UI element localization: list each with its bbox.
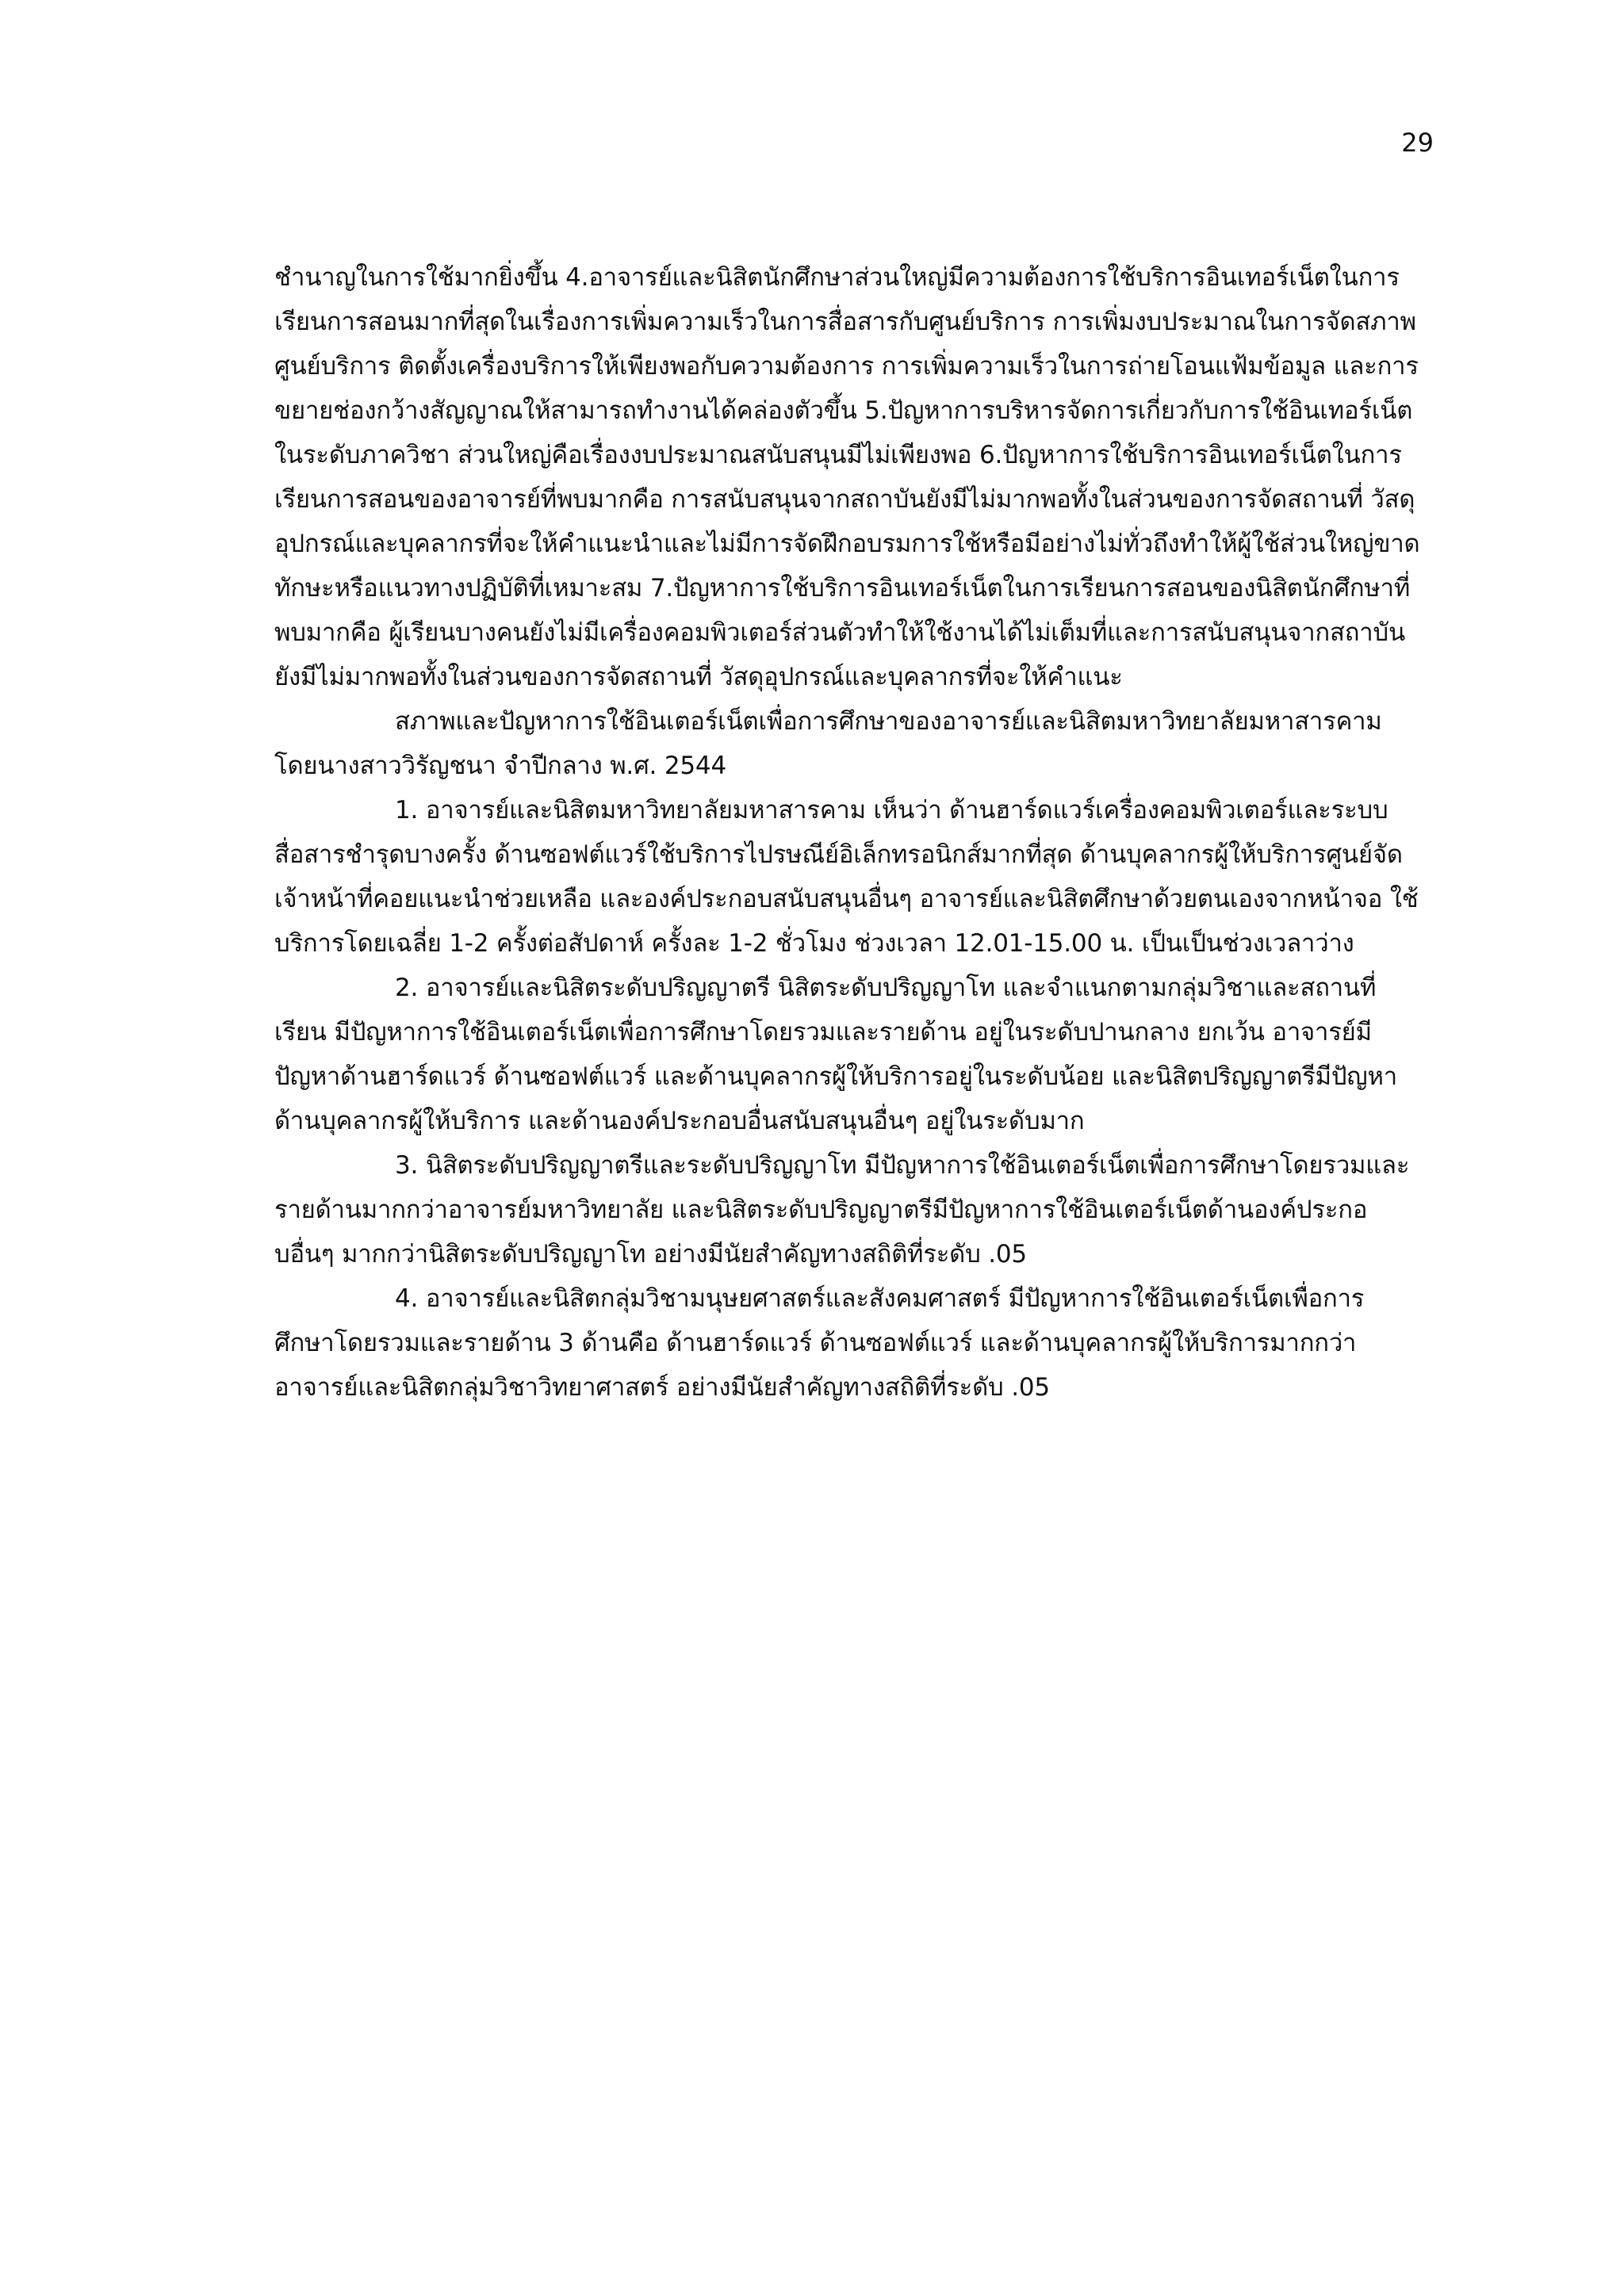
- paragraph-finding-4: 4. อาจารย์และนิสิตกลุ่มวิชามนุษยศาสตร์และสังคมศาสตร์ มีปัญหาการใช้อินเตอร์เน็ตเพื่อการศึกษาโดยรวมและรายด้าน 3 ด้านคือ ด้านฮาร์ดแวร์ ด้านซอฟต์แวร์ และด้านบุคลากรผู้ให้บริการมากกว่าอาจารย์และนิสิตกลุ่มวิชาวิทยาศาสตร์ อย่างมีนัยสำคัญทางสถิติที่ระดับ .05: [274, 1284, 1365, 1402]
- paragraph-finding-2: 2. อาจารย์และนิสิตระดับปริญญาตรี นิสิตระดับปริญญาโท และจำแนกตามกลุ่มวิชาและสถานที่เรียน มีปัญหาการใช้อินเตอร์เน็ตเพื่อการศึกษาโดยรวมและรายด้าน อยู่ในระดับปานกลาง ยกเว้น อาจารย์มีปัญหาด้านฮาร์ดแวร์ ด้านซอฟต์แวร์ และด้านบุคลากรผู้ให้บริการอยู่ในระดับน้อย และนิสิตปริญญาตรีมีปัญหาด้านบุคลากรผู้ให้บริการ และด้านองค์ประกอบอื่นสนับสนุนอื่นๆ อยู่ในระดับมาก: [274, 974, 1397, 1135]
- page-number: 29: [1401, 128, 1434, 158]
- paragraph-continuation: ชำนาญในการใช้มากยิ่งขึ้น 4.อาจารย์และนิสิตนักศึกษาส่วนใหญ่มีความต้องการใช้บริการอินเทอร์เน็ตในการเรียนการสอนมากที่สุดในเรื่องการเพิ่มความเร็วในการสื่อสารกับศูนย์บริการ การเพิ่มงบประมาณในการจัดสภาพศูนย์บริการ ติดตั้งเครื่องบริการให้เพียงพอกับความต้องการ การเพิ่มความเร็วในการถ่ายโอนแฟ้มข้อมูล และการขยายช่องกว้างสัญญาณให้สามารถทำงานได้คล่องตัวขึ้น 5.ปัญหาการบริหารจัดการเกี่ยวกับการใช้อินเทอร์เน็ตในระดับภาควิชา ส่วนใหญ่คือเรื่องงบประมาณสนับสนุนมีไม่เพียงพอ 6.ปัญหาการใช้บริการอินเทอร์เน็ตในการเรียนการสอนของอาจารย์ที่พบมากคือ การสนับสนุนจากสถาบันยังมีไม่มากพอทั้งในส่วนของการจัดสถานที่ วัสดุอุปกรณ์และบุคลากรที่จะให้คำแนะนำและไม่มีการจัดฝึกอบรมการใช้หรือมีอย่างไม่ทั่วถึงทำให้ผู้ใช้ส่วนใหญ่ขาดทักษะหรือแนวทางปฏิบัติที่เหมาะสม 7.ปัญหาการใช้บริการอินเทอร์เน็ตในการเรียนการสอนของนิสิตนักศึกษาที่พบมากคือ ผู้เรียนบางคนยังไม่มีเครื่องคอมพิวเตอร์ส่วนตัวทำให้ใช้งานได้ไม่เต็มที่และการสนับสนุนจากสถาบันยังมีไม่มากพอทั้งในส่วนของการจัดสถานที่ วัสดุอุปกรณ์และบุคลากรที่จะให้คำแนะ: [274, 263, 1420, 691]
- paragraph-finding-3: 3. นิสิตระดับปริญญาตรีและระดับปริญญาโท มีปัญหาการใช้อินเตอร์เน็ตเพื่อการศึกษาโดยรวมและรายด้านมากกว่าอาจารย์มหาวิทยาลัย และนิสิตระดับปริญญาตรีมีปัญหาการใช้อินเตอร์เน็ตด้านองค์ประกอบอื่นๆ มากกว่านิสิตระดับปริญญาโท อย่างมีนัยสำคัญทางสถิติที่ระดับ .05: [274, 1151, 1410, 1269]
- document-body: [274, 255, 1423, 1410]
- paragraph-finding-1: 1. อาจารย์และนิสิตมหาวิทยาลัยมหาสารคาม เห็นว่า ด้านฮาร์ดแวร์เครื่องคอมพิวเตอร์และระบบสื่อสารชำรุดบางครั้ง ด้านซอฟต์แวร์ใช้บริการไปรษณีย์อิเล็กทรอนิกส์มากที่สุด ด้านบุคลากรผู้ให้บริการศูนย์จัดเจ้าหน้าที่คอยแนะนำช่วยเหลือ และองค์ประกอบสนับสนุนอื่นๆ อาจารย์และนิสิตศึกษาด้วยตนเองจากหน้าจอ ใช้บริการโดยเฉลี่ย 1-2 ครั้งต่อสัปดาห์ ครั้งละ 1-2 ชั่วโมง ช่วงเวลา 12.01-15.00 น. เป็นเป็นช่วงเวลาว่าง: [274, 796, 1419, 958]
- paragraph-study-title: สภาพและปัญหาการใช้อินเตอร์เน็ตเพื่อการศึกษาของอาจารย์และนิสิตมหาวิทยาลัยมหาสารคาม โดยนางสาววิรัญชนา จำปีกลาง พ.ศ. 2544: [274, 707, 1382, 780]
